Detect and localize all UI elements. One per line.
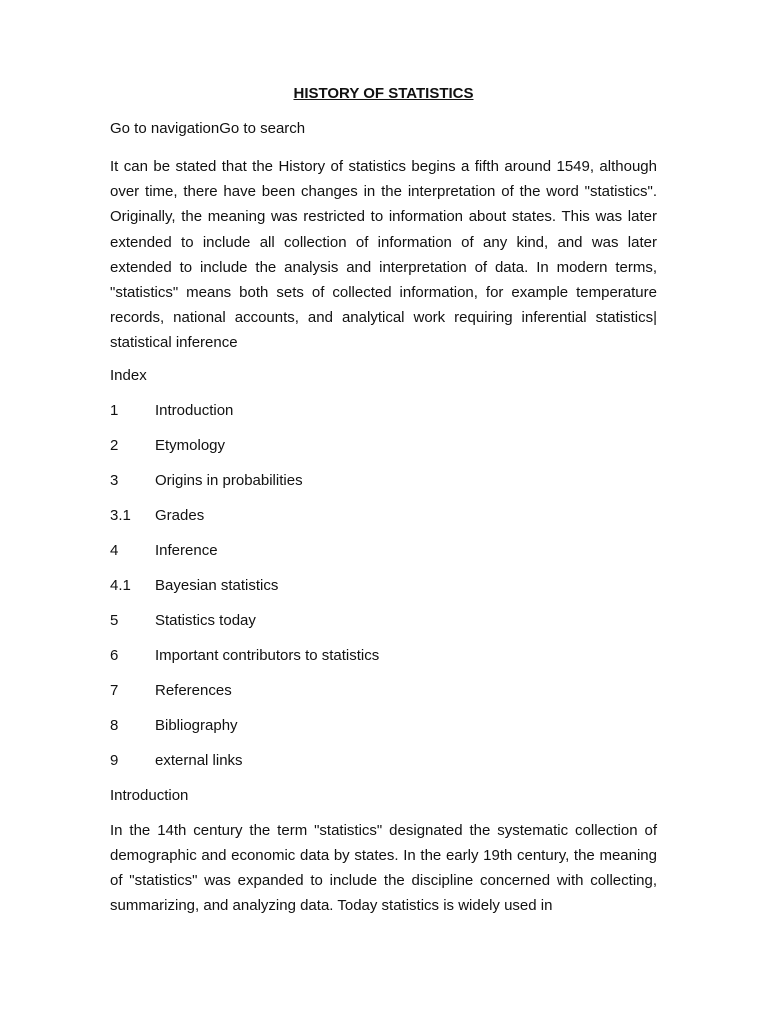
index-item-label: external links (155, 751, 243, 769)
navigation-text: Go to navigationGo to search (110, 120, 306, 137)
intro-paragraph: It can be stated that the History of statistics begins a fifth around 1549, although over time, there have been changes in the interpretation of the word "statistics". Originally, the meaning was restricted to information about states. This was later extended to include all collection of information of any kind, and was later extended to include the analysis and interpretation of data. In modern terms, "statistics" means both sets of collected information, for example temperature records, national accounts, and analytical work requiring inferential statistics| statistical inference (110, 158, 657, 352)
index-item-label: Bibliography (155, 716, 238, 734)
index-item-label: References (155, 681, 232, 699)
document-page (110, 84, 657, 928)
index-heading: Index (110, 366, 147, 384)
index-item-label: Introduction (155, 401, 234, 419)
index-item-number: 9 (110, 751, 119, 769)
index-item-number: 7 (110, 681, 119, 699)
index-item-label: Etymology (155, 436, 226, 454)
index-item (110, 716, 657, 736)
index-item-number: 6 (110, 646, 119, 664)
index-item-number: 8 (110, 716, 119, 734)
index-item (110, 611, 657, 631)
index-item (110, 646, 657, 666)
index-list (110, 401, 657, 771)
section-heading: Introduction (110, 786, 189, 804)
document-title: HISTORY OF STATISTICS (293, 85, 474, 102)
index-item (110, 401, 657, 421)
index-item-number: 2 (110, 436, 119, 454)
index-item-number: 4 (110, 541, 119, 559)
index-item-number: 4.1 (110, 576, 131, 594)
index-item-label: Origins in probabilities (155, 471, 303, 489)
index-item (110, 751, 657, 771)
index-item-label: Statistics today (155, 611, 256, 629)
index-item (110, 576, 657, 596)
index-item-number: 3 (110, 471, 119, 489)
index-item-number: 3.1 (110, 506, 131, 524)
index-item-number: 5 (110, 611, 119, 629)
index-item (110, 541, 657, 561)
section-paragraph: In the 14th century the term "statistics" designated the systematic collection of demographic and economic data by states. In the early 19th century, the meaning of "statistics" was expanded to include the discipline concerned with collecting, summarizing, and analyzing data. Today statistics is widely used in (110, 821, 657, 915)
index-item-label: Grades (155, 506, 205, 524)
index-item (110, 506, 657, 526)
index-item-label: Important contributors to statistics (155, 646, 380, 664)
index-item-label: Inference (155, 541, 218, 559)
index-item (110, 471, 657, 491)
index-item-label: Bayesian statistics (155, 576, 279, 594)
index-item (110, 436, 657, 456)
index-item (110, 681, 657, 701)
index-item-number: 1 (110, 401, 119, 419)
